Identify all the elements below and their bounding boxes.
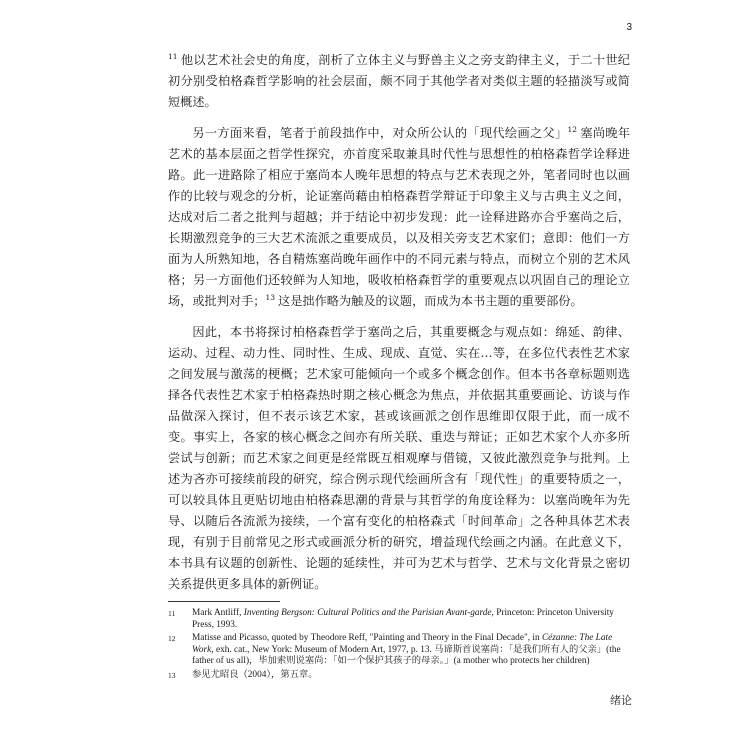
- footnote-body: [192, 633, 630, 668]
- paragraph-3: [168, 322, 630, 595]
- footnote-ref-13[interactable]: 13: [265, 292, 276, 302]
- paragraph-1: [168, 50, 630, 113]
- paragraph-3-text: 因此，本书将探讨柏格森哲学于塞尚之后，其重要概念与观点如：绵延、韵律、运动、过程、动力性、同时性、生成、现成、直觉、实在…等，在多位代表性艺术家之间发展与激荡的梗概；艺术家可能倾向一个或多个概念创作。但本书各章标题则选择各代表性艺术家于柏格森热时期之核心概念为焦点，并依据其重要画论、访谈与作品做深入探讨，但不表示该艺术家，甚或该画派之创作思维即仅限于此，而一成不变。事实上，各家的核心概念之间亦有所关联、重迭与辩证；正如艺术家个人亦多所尝试与创新；而艺术家之间更是经常既互相观摩与借镜，又彼此激烈竞争与批判。上述为吝亦可接续前段的研究，综合例示现代绘画所含有「现代性」的重要特质之一，可以较具体且更贴切地由柏格森思潮的背景与其哲学的角度诠释为：以塞尚晚年为先导、以随后各流派为接续，一个富有变化的柏格森式「时间革命」之各种具体艺术表现，有别于目前常见之形式或画派分析的研究，增益现代绘画之内涵。在此意义下，本书具有议题的创新性、论题的延续性，并可为艺术与哲学、艺术与文化背景之密切关系提供更多具体的新例证。: [168, 325, 630, 591]
- paragraph-2: [168, 123, 630, 312]
- footnote-divider: [168, 601, 280, 602]
- paragraph-2-text-a: 另一方面来看，笔者于前段拙作中，对众所公认的「现代绘画之父」: [192, 126, 568, 140]
- main-body-text: [168, 50, 630, 595]
- footnote-source: Matisse and Picasso, quoted by Theodore Reff, "Painting and Theory in the Final Decade", in: [192, 633, 542, 643]
- chapter-footer: 绪论: [610, 694, 632, 707]
- footnote-13: [168, 670, 630, 682]
- paragraph-1-text: 他以艺术社会史的角度，剖析了立体主义与野兽主义之旁支韵律主义，于二十世纪初分别受柏格森哲学影响的社会层面，颇不同于其他学者对类似主题的轻描淡写或简短概述。: [168, 53, 630, 109]
- footnote-author: Mark Antliff,: [192, 608, 244, 618]
- footnote-number: 13: [168, 670, 176, 680]
- footnote-book-title: Cézanne: The Late Work: [192, 633, 613, 655]
- paragraph-2-text-c: 这是拙作略为触及的议题，而成为本书主题的重要部份。: [278, 294, 583, 308]
- footnotes: [168, 608, 630, 683]
- footnote-ref-11[interactable]: 11: [168, 51, 178, 61]
- footnote-ref-12[interactable]: 12: [567, 124, 577, 134]
- footnote-book-title: Inventing Bergson: Cultural Politics and the Parisian Avant-garde: [243, 608, 492, 618]
- footnote-number: 11: [168, 609, 176, 618]
- footnote-11: [168, 608, 630, 631]
- footnote-body: 参见尤昭良（2004），第五章。: [192, 669, 318, 680]
- footnote-12: [168, 633, 630, 668]
- footnote-number: 12: [168, 634, 176, 643]
- page-number: 3: [626, 22, 632, 33]
- footnote-publication: , Princeton: Princeton University Press, 1993.: [192, 608, 614, 630]
- footnote-publication: , exh. cat., New York: Museum of Modern Art, 1977, p. 13. 马谛斯首说塞尚：「是我们所有人的父亲」(the father of us all)，毕加索则说塞尚：「如一个保护其孩子的母亲。」(a mother who protects her children): [192, 644, 621, 666]
- paragraph-2-text-b: 塞尚晚年艺术的基本层面之哲学性探究，亦首度采取兼具时代性与思想性的柏格森哲学诠释进路。此一进路除了相应于塞尚本人晚年思想的特点与艺术表现之外，笔者同时也以画作的比较与观念的分析，论证塞尚藉由柏格森哲学辩证于印象主义与古典主义之间，达成对后二者之批判与超越；并于结论中初步发现：此一诠释进路亦合乎塞尚之后，长期激烈竞争的三大艺术流派之重要成员，以及相关旁支艺术家们；意即：他们一方面为人所熟知地，各自精炼塞尚晚年画作中的不同元素与特点，而树立个别的艺术风格；另一方面他们还较鲜为人知地，吸收柏格森哲学的重要观点以巩固自己的理论立场，或批判对手；: [168, 126, 631, 308]
- footnote-body: [192, 608, 630, 631]
